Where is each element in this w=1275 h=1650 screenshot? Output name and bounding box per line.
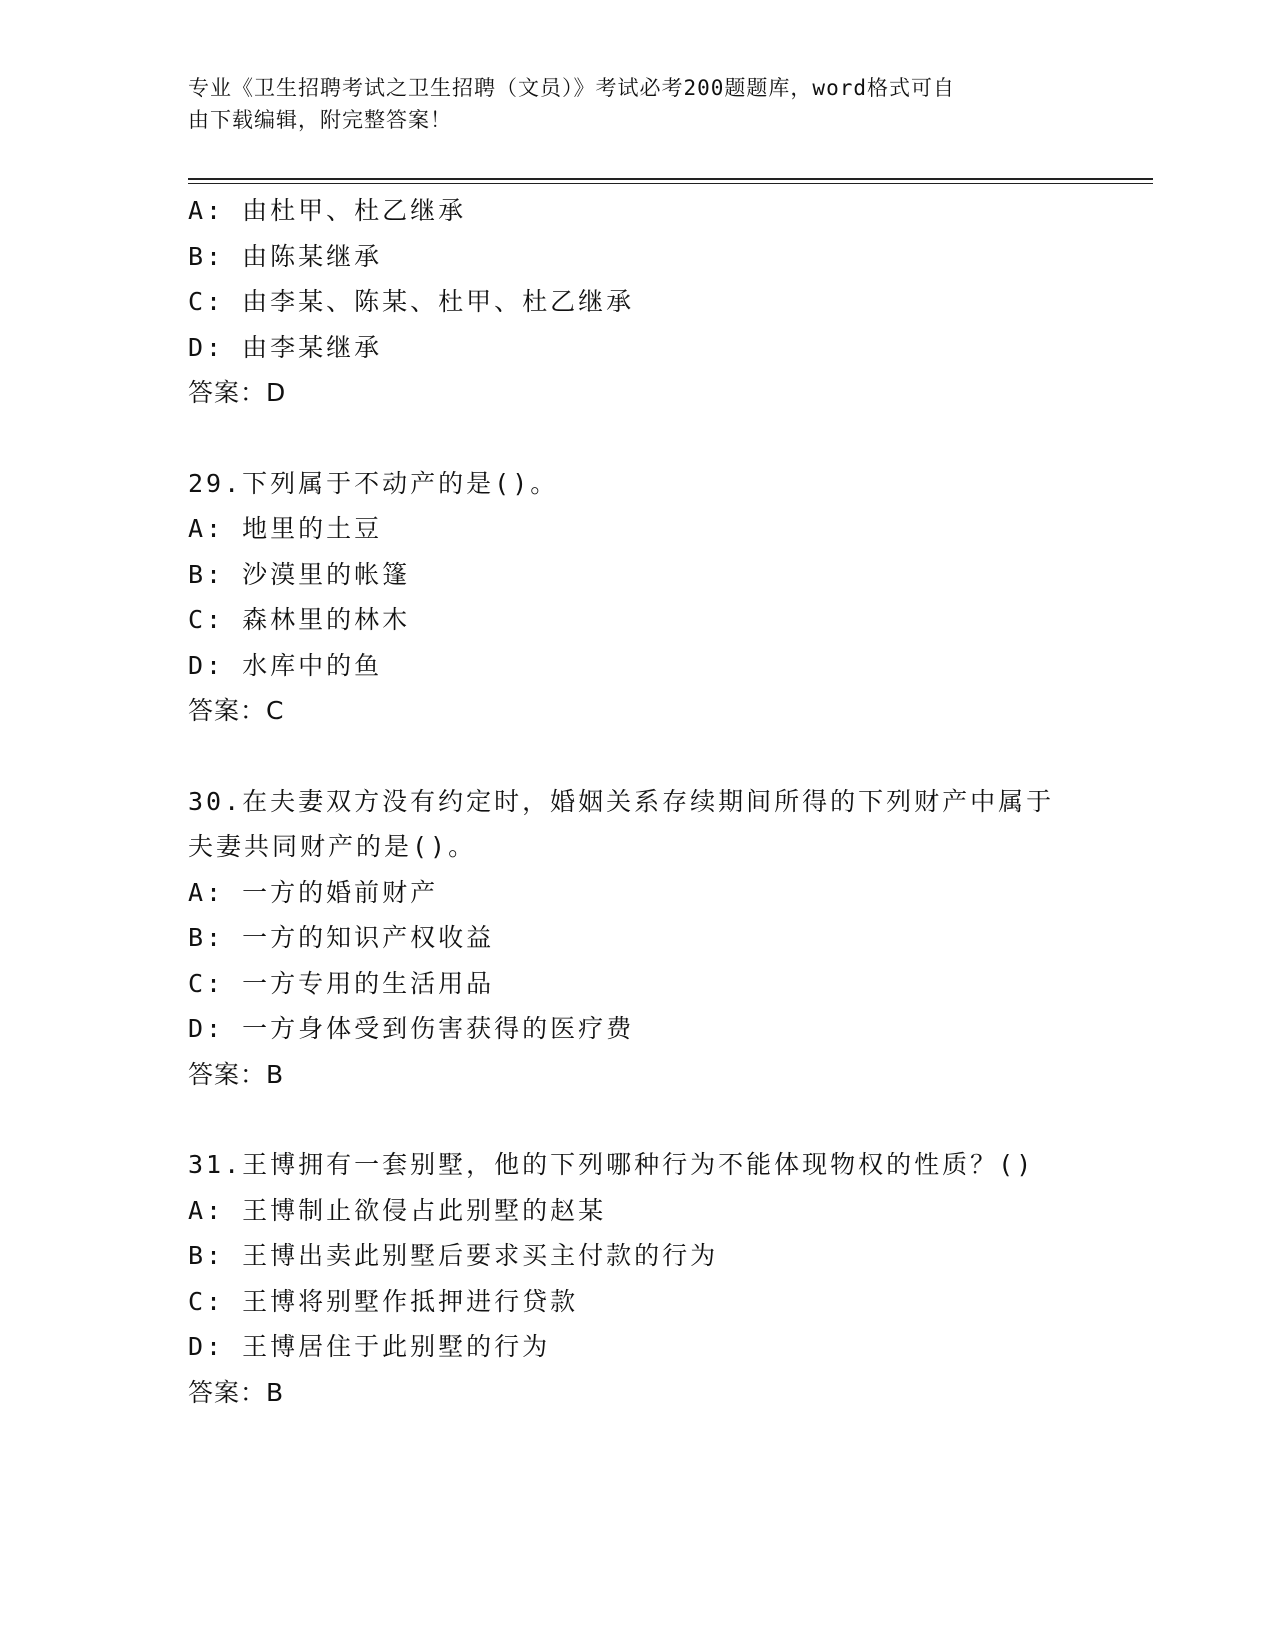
question-stem-line-1: 30.在夫妻双方没有约定时，婚姻关系存续期间所得的下列财产中属于	[188, 786, 1055, 816]
question-list	[188, 188, 1108, 1415]
question-29	[188, 461, 1108, 734]
option-a: A: 由杜甲、杜乙继承	[188, 196, 467, 225]
option-d: D: 由李某继承	[188, 332, 383, 362]
option-b: B: 王博出卖此别墅后要求买主付款的行为	[188, 1241, 719, 1270]
option-a: A: 一方的婚前财产	[188, 877, 439, 907]
question-28	[188, 188, 1108, 416]
option-b: B: 一方的知识产权收益	[188, 923, 495, 952]
answer-line: 答案：D	[188, 378, 287, 407]
header-line-2: 由下载编辑，附完整答案！	[188, 108, 452, 132]
option-d: D: 王博居住于此别墅的行为	[188, 1332, 551, 1361]
option-d: D: 一方身体受到伤害获得的医疗费	[188, 1014, 635, 1043]
option-a: A: 王博制止欲侵占此别墅的赵某	[188, 1195, 607, 1225]
header-divider	[188, 178, 1153, 180]
option-c: C: 王博将别墅作抵押进行贷款	[188, 1286, 579, 1316]
option-c: C: 由李某、陈某、杜甲、杜乙继承	[188, 287, 635, 316]
option-d: D: 水库中的鱼	[188, 650, 383, 680]
question-31	[188, 1142, 1108, 1415]
page-header	[188, 72, 1088, 136]
answer-line: 答案：C	[188, 696, 285, 725]
option-b: B: 由陈某继承	[188, 241, 383, 271]
question-stem: 29.下列属于不动产的是()。	[188, 468, 559, 498]
option-c: C: 森林里的林木	[188, 605, 411, 634]
question-stem-line-2: 夫妻共同财产的是()。	[188, 832, 477, 861]
question-30	[188, 779, 1108, 1098]
option-c: C: 一方专用的生活用品	[188, 968, 495, 998]
answer-line: 答案：B	[188, 1059, 285, 1089]
header-line-1: 专业《卫生招聘考试之卫生招聘（文员）》考试必考200题题库，word格式可自	[188, 76, 955, 100]
answer-line: 答案：B	[188, 1377, 285, 1407]
option-b: B: 沙漠里的帐篷	[188, 559, 411, 589]
question-stem: 31.王博拥有一套别墅，他的下列哪种行为不能体现物权的性质？()	[188, 1150, 1035, 1179]
option-a: A: 地里的土豆	[188, 514, 383, 543]
